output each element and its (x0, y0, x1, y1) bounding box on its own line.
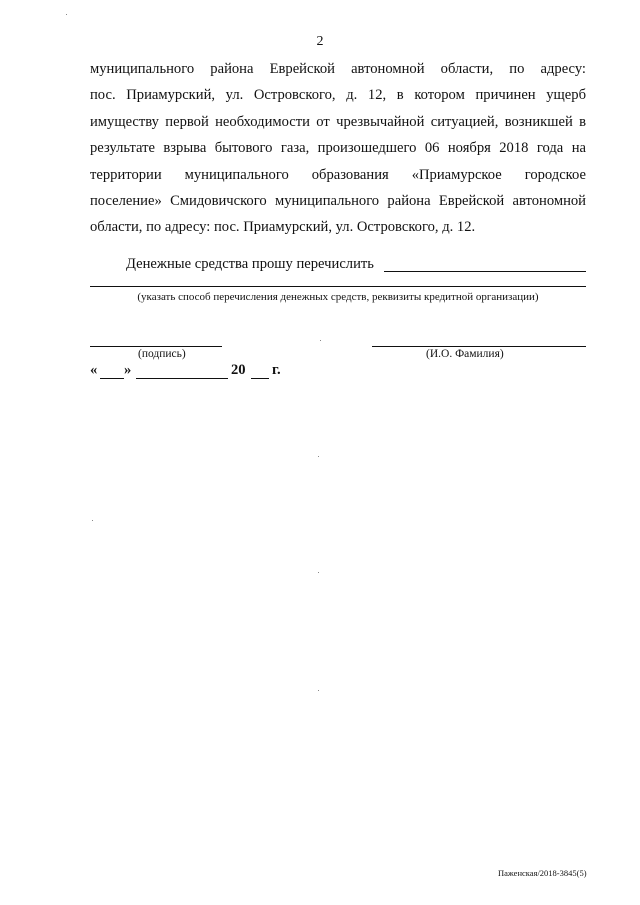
body-line: территории муниципального образования «Приамурское городское (90, 166, 586, 183)
body-line: имуществу первой необходимости от чрезвычайной ситуацией, возникшей в (90, 113, 586, 130)
date-close-quote: » (124, 362, 132, 378)
name-caption: (И.О. Фамилия) (426, 348, 504, 360)
document-reference: Паженская/2018-3845(5) (498, 868, 587, 878)
date-open-quote: « (90, 362, 98, 378)
signature-caption: (подпись) (138, 348, 186, 360)
body-line: области, по адресу: пос. Приамурский, ул. Островского, д. 12. (90, 219, 476, 236)
scan-speck (320, 340, 321, 341)
page-number: 2 (316, 34, 324, 49)
year-suffix: г. (272, 362, 281, 378)
scan-speck (66, 14, 67, 15)
scan-speck (318, 572, 319, 573)
scan-speck (92, 520, 93, 521)
transfer-blank-line (384, 271, 586, 272)
year-blank-line (251, 364, 269, 379)
transfer-label: Денежные средства прошу перечислить (126, 256, 374, 272)
body-line: пос. Приамурский, ул. Островского, д. 12, в котором причинен ущерб (90, 87, 586, 104)
month-blank-line (136, 364, 228, 379)
signature-blank-line (90, 346, 222, 347)
scan-speck (318, 690, 319, 691)
day-blank-line (100, 364, 124, 379)
body-paragraph (90, 56, 586, 241)
scan-speck (318, 456, 319, 457)
transfer-request-row (126, 256, 586, 276)
body-line: результате взрыва бытового газа, произошедшего 06 ноября 2018 года на (90, 140, 586, 157)
year-prefix: 20 (231, 362, 246, 378)
transfer-method-blank-line (90, 286, 586, 287)
body-line: муниципального района Еврейской автономной области, по адресу: (90, 61, 586, 77)
name-blank-line (372, 346, 586, 347)
transfer-method-caption: (указать способ перечисления денежных средств, реквизиты кредитной организации) (137, 291, 539, 303)
body-line: поселение» Смидовичского муниципального района Еврейской автономной (90, 192, 586, 209)
